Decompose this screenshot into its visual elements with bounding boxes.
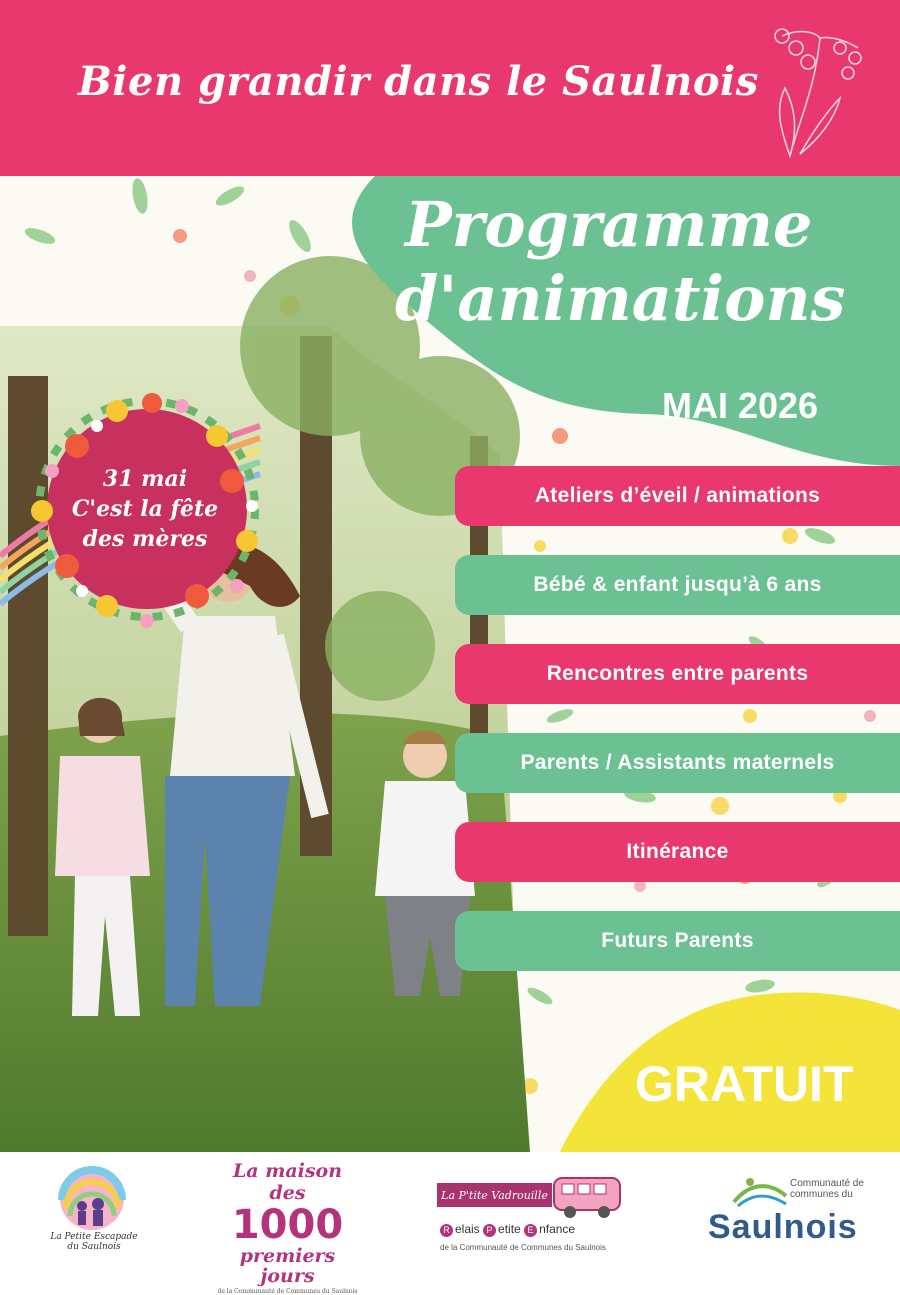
community-label: Communauté de communes du	[790, 1178, 864, 1200]
program-title-line1: Programme	[405, 188, 813, 261]
rpe-p-dot: P	[483, 1224, 496, 1237]
mothers-day-text	[70, 464, 220, 554]
maison-1000-logo	[215, 1160, 360, 1295]
category-bebe-enfant: Bébé & enfant jusqu’à 6 ans	[455, 555, 900, 615]
logo3-subtitle: de la Communauté de Communes du Saulnois	[440, 1243, 606, 1252]
petite-escapade-text	[50, 1232, 138, 1252]
logo2-line1: La maison des	[232, 1160, 343, 1204]
petite-escapade-logo	[52, 1160, 132, 1232]
program-month: MAI 2026	[662, 385, 819, 426]
program-title	[395, 188, 846, 336]
logo2-line2: 1000	[231, 1202, 344, 1248]
header-banner	[0, 0, 900, 176]
rpe-relais: elais	[455, 1222, 480, 1236]
saulnois-wordmark: Saulnois	[708, 1208, 858, 1246]
relais-petite-enfance	[440, 1222, 575, 1237]
rpe-e-dot: E	[524, 1224, 537, 1237]
logo1-line2: du Saulnois	[67, 1242, 121, 1252]
lily-of-the-valley-icon	[760, 18, 870, 158]
price-label: GRATUIT	[635, 1056, 854, 1112]
category-ateliers: Ateliers d’éveil / animations	[455, 466, 900, 526]
category-futurs-parents: Futurs Parents	[455, 911, 900, 971]
logo2-line4: de la Communauté de Communes du Saulnois	[217, 1288, 358, 1295]
logo2-line3: premiers jours	[239, 1245, 336, 1287]
rpe-r-dot: R	[440, 1224, 453, 1237]
category-parents-assistants: Parents / Assistants maternels	[455, 733, 900, 793]
rpe-petite: etite	[498, 1222, 521, 1236]
category-rencontres: Rencontres entre parents	[455, 644, 900, 704]
category-itinerance: Itinérance	[455, 822, 900, 882]
saulnois-community-icon	[730, 1172, 790, 1208]
logo1-line1: La Petite Escapade	[50, 1232, 138, 1242]
rpe-enfance: nfance	[539, 1222, 576, 1236]
badge-line2: C'est la fête	[71, 496, 219, 522]
ptite-vadrouille-banner: La P'tite Vadrouille	[437, 1183, 552, 1207]
badge-line3: des mères	[82, 526, 208, 552]
badge-date: 31 mai	[102, 466, 188, 492]
bus-icon	[552, 1172, 624, 1220]
header-title: Bien grandir dans le Saulnois	[78, 58, 759, 105]
program-title-line2: d'animations	[395, 262, 846, 335]
